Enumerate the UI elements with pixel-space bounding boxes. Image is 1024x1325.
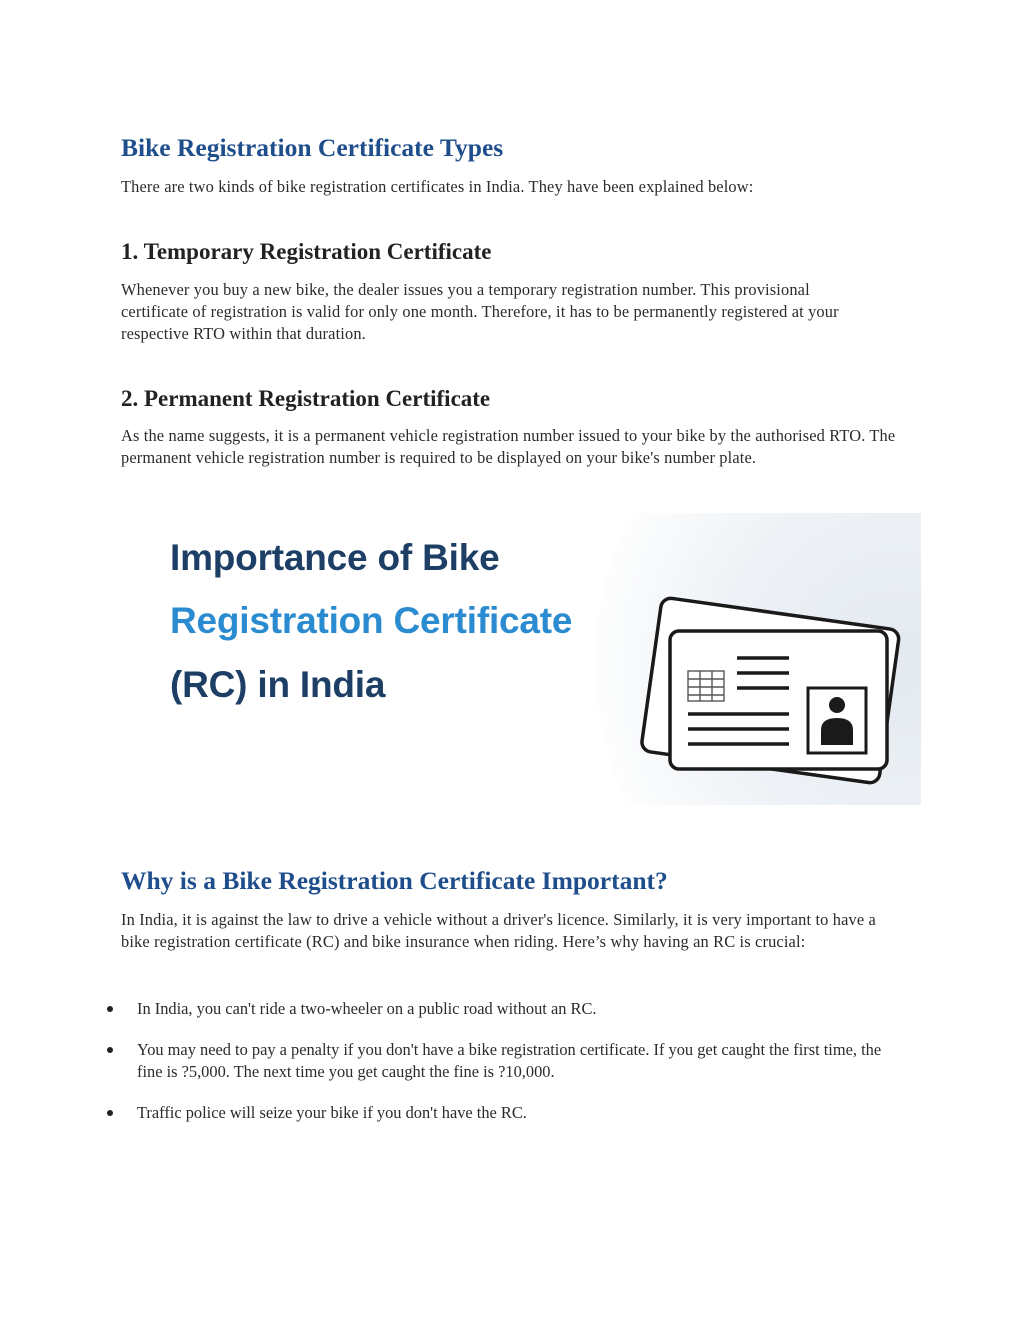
bullet-icon	[107, 1110, 113, 1116]
section-title-certificate-types: Bike Registration Certificate Types	[121, 133, 504, 162]
banner-line-1: Importance of Bike	[170, 537, 500, 578]
permanent-certificate-body: As the name suggests, it is a permanent vehicle registration number issued to your bike by the authorised RTO. The permanent vehicle registration number is required to be displayed on your bike's number plate.	[121, 426, 896, 467]
banner-line-2: Registration Certificate	[170, 600, 573, 641]
list-item-text: Traffic police will seize your bike if you don't have the RC.	[137, 1103, 527, 1122]
why-important-intro: In India, it is against the law to drive a vehicle without a driver's licence. Similarly, it is very important to have a bike registration certificate (RC) and bike insurance when riding. Here’s why having an RC is crucial:	[121, 910, 876, 951]
list-item	[103, 1039, 903, 1083]
list-item-text: In India, you can't ride a two-wheeler on a public road without an RC.	[137, 999, 597, 1018]
bullet-icon	[107, 1047, 113, 1053]
list-item	[103, 998, 903, 1020]
section-title-why-important: Why is a Bike Registration Certificate Important?	[121, 866, 668, 895]
list-item	[103, 1102, 903, 1124]
bullet-icon	[107, 1006, 113, 1012]
certificate-types-intro: There are two kinds of bike registration certificates in India. They have been explained below:	[121, 177, 754, 196]
banner-line-3: (RC) in India	[170, 664, 386, 705]
rc-importance-banner	[135, 513, 921, 805]
temporary-certificate-body: Whenever you buy a new bike, the dealer issues you a temporary registration number. This provisional certificate of registration is valid for only one month. Therefore, it has to be permanently registered at your respective RTO within that duration.	[121, 280, 839, 343]
list-item-text: You may need to pay a penalty if you don't have a bike registration certificate. If you get caught the first time, the fine is ?5,000. The next time you get caught the fine is ?10,000.	[137, 1040, 882, 1081]
rc-reasons-list	[103, 998, 903, 1143]
temporary-certificate-heading: 1. Temporary Registration Certificate	[121, 239, 492, 264]
permanent-certificate-heading: 2. Permanent Registration Certificate	[121, 386, 491, 411]
